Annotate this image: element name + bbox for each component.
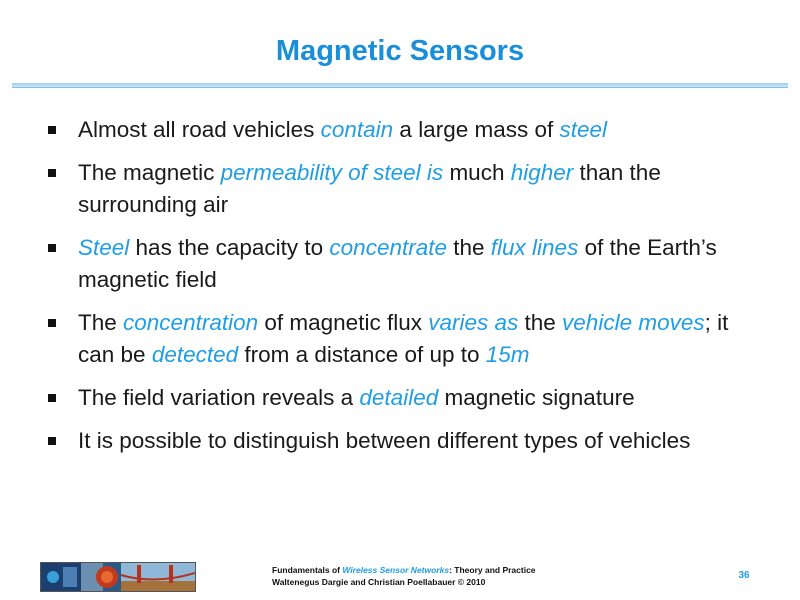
- bullet-text: of the Earth’s magnetic field: [78, 235, 717, 292]
- bullet-marker-icon: [48, 169, 56, 177]
- bullet-text: much: [443, 160, 511, 185]
- bullet-marker-icon: [48, 126, 56, 134]
- bullet-item: [46, 307, 766, 371]
- bullet-text: of magnetic flux: [258, 310, 429, 335]
- emphasized-text: varies as: [428, 310, 519, 335]
- bullet-marker-icon: [48, 437, 56, 445]
- emphasized-text: detected: [151, 342, 239, 367]
- bullet-item: [46, 157, 766, 221]
- bullet-text: It is possible to distinguish between different types of vehicles: [78, 428, 691, 453]
- bullet-marker-icon: [48, 244, 56, 252]
- bullet-text: The field variation reveals a: [78, 385, 360, 410]
- bullet-text: magnetic signature: [438, 385, 635, 410]
- bullet-text: than the surrounding air: [78, 160, 661, 217]
- footer-line-2: Waltenegus Dargie and Christian Poellabauer © 2010: [272, 577, 486, 587]
- bullet-item: [46, 114, 766, 146]
- bullet-text: The magnetic: [78, 160, 221, 185]
- page-number: 36: [738, 570, 750, 581]
- bullet-text: Almost all road vehicles: [78, 117, 321, 142]
- emphasized-text: steel: [559, 117, 608, 142]
- emphasized-text: 15m: [485, 342, 530, 367]
- emphasized-text: concentrate: [329, 235, 447, 260]
- emphasized-text: higher: [510, 160, 574, 185]
- footer-citation: [272, 564, 536, 588]
- bullet-text: from a distance of up to: [238, 342, 486, 367]
- footer-banner-image: [40, 562, 196, 592]
- bullet-list: [46, 114, 766, 468]
- emphasized-text: Steel: [78, 235, 130, 260]
- emphasized-text: detailed: [359, 385, 439, 410]
- emphasized-text: contain: [320, 117, 394, 142]
- bullet-text: a large mass of: [393, 117, 560, 142]
- bullet-item: [46, 382, 766, 414]
- footer-line-1: Fundamentals of Wireless Sensor Networks: Theory and Practice: [272, 565, 536, 575]
- emphasized-text: flux lines: [490, 235, 579, 260]
- emphasized-text: concentration: [123, 310, 259, 335]
- emphasized-text: vehicle moves: [562, 310, 705, 335]
- bullet-marker-icon: [48, 394, 56, 402]
- bullet-text: ; it can be: [78, 310, 729, 367]
- bullet-text: has the capacity to: [129, 235, 330, 260]
- bullet-text: The: [78, 310, 124, 335]
- emphasized-text: permeability of steel is: [220, 160, 444, 185]
- slide-title: Magnetic Sensors: [275, 35, 525, 67]
- bullet-text: the: [447, 235, 491, 260]
- bullet-marker-icon: [48, 319, 56, 327]
- bullet-text: the: [518, 310, 563, 335]
- bullet-item: [46, 232, 766, 296]
- title-divider: [12, 83, 788, 88]
- bullet-item: [46, 425, 766, 457]
